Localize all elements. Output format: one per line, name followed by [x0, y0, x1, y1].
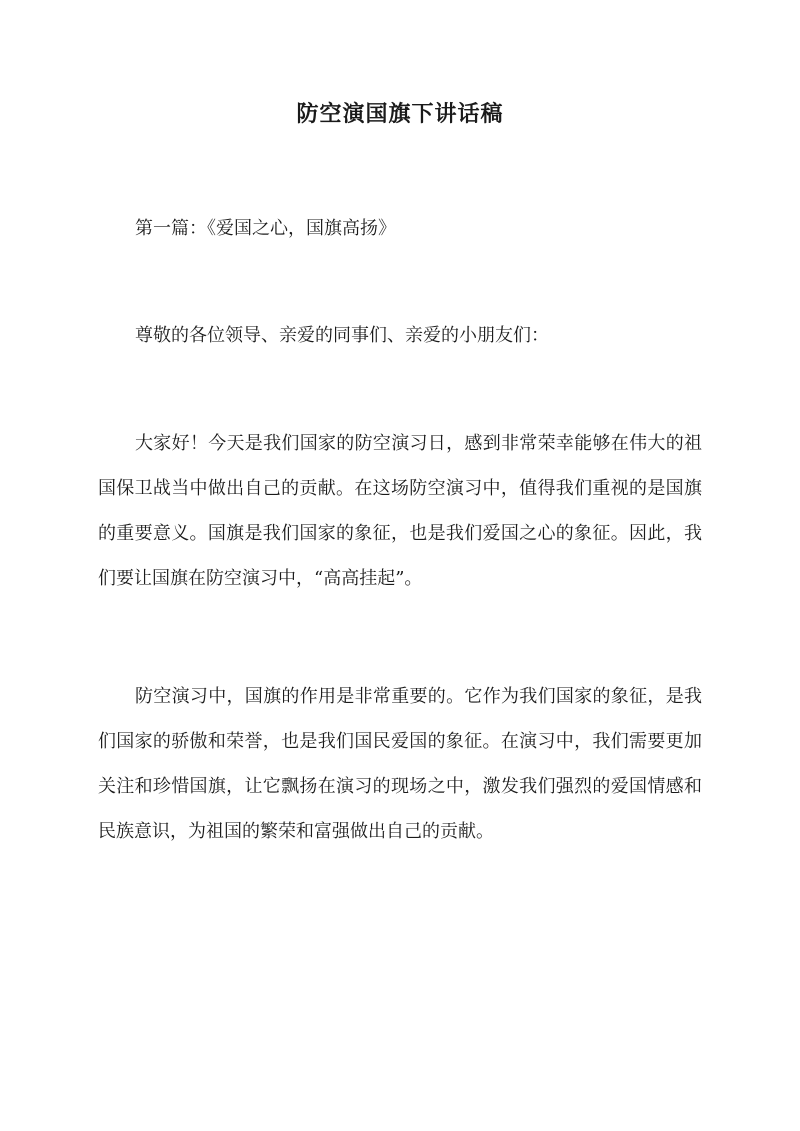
- paragraph-2: 防空演习中，国旗的作用是非常重要的。它作为我们国家的象征，是我们国家的骄傲和荣誉，也是我们国民爱国的象征。在演习中，我们需要更加关注和珍惜国旗，让它飘扬在演习的现场之中，激发我们强烈的爱国情感和民族意识，为祖国的繁荣和富强做出自己的贡献。: [98, 686, 702, 842]
- salutation: 尊敬的各位领导、亲爱的同事们、亲爱的小朋友们：: [135, 325, 549, 346]
- paragraph-1: 大家好！今天是我们国家的防空演习日，感到非常荣幸能够在伟大的祖国保卫战当中做出自己的贡献。在这场防空演习中，值得我们重视的是国旗的重要意义。国旗是我们国家的象征，也是我们爱国之心的象征。因此，我们要让国旗在防空演习中，“高高挂起”。: [98, 433, 702, 589]
- document-title: 防空演国旗下讲话稿: [296, 101, 504, 127]
- document-subtitle: 第一篇：《爱国之心，国旗高扬》: [135, 218, 396, 239]
